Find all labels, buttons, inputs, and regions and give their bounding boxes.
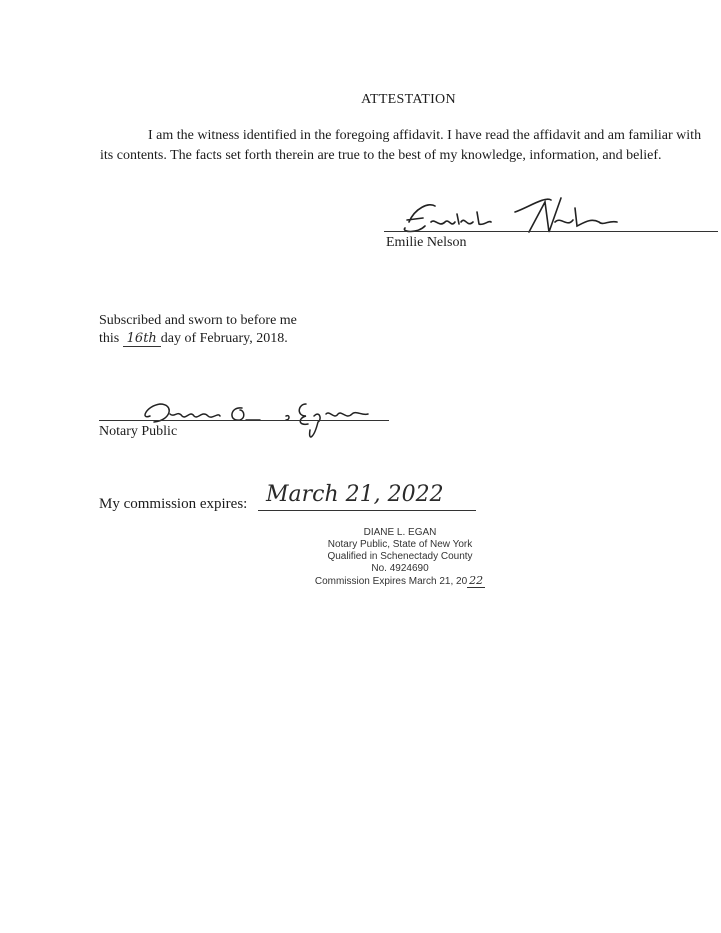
witness-signature-line (384, 231, 718, 232)
commission-date-handwritten: March 21, 2022 (266, 482, 444, 507)
document-title: ATTESTATION (361, 92, 456, 107)
sworn-rest: day of February, 2018. (160, 331, 288, 346)
witness-name: Emilie Nelson (386, 235, 467, 250)
notary-signature-line (99, 420, 389, 421)
sworn-line-1: Subscribed and sworn to before me (99, 313, 297, 328)
notary-label: Notary Public (99, 424, 178, 439)
sworn-line-2 (99, 331, 288, 347)
sworn-day-handwritten: 16th (123, 331, 161, 347)
stamp-county: Qualified in Schenectady County (327, 551, 473, 562)
stamp-expiry (270, 575, 530, 588)
stamp-expiry-year-handwritten: 22 (469, 574, 484, 587)
stamp-name: DIANE L. EGAN (363, 527, 437, 538)
commission-date-line (258, 510, 476, 511)
commission-label: My commission expires: (99, 496, 248, 512)
stamp-number: No. 4924690 (371, 563, 429, 574)
sworn-this: this (99, 331, 120, 346)
notary-stamp (270, 527, 530, 588)
stamp-expiry-prefix: Commission Expires March 21, 20 (314, 576, 468, 587)
stamp-title: Notary Public, State of New York (327, 539, 473, 550)
attestation-paragraph: I am the witness identified in the foregoing affidavit. I have read the affidavit and am familiar with its contents. The facts set forth therein are true to the best of my knowledge, information, and belief. (100, 128, 702, 163)
